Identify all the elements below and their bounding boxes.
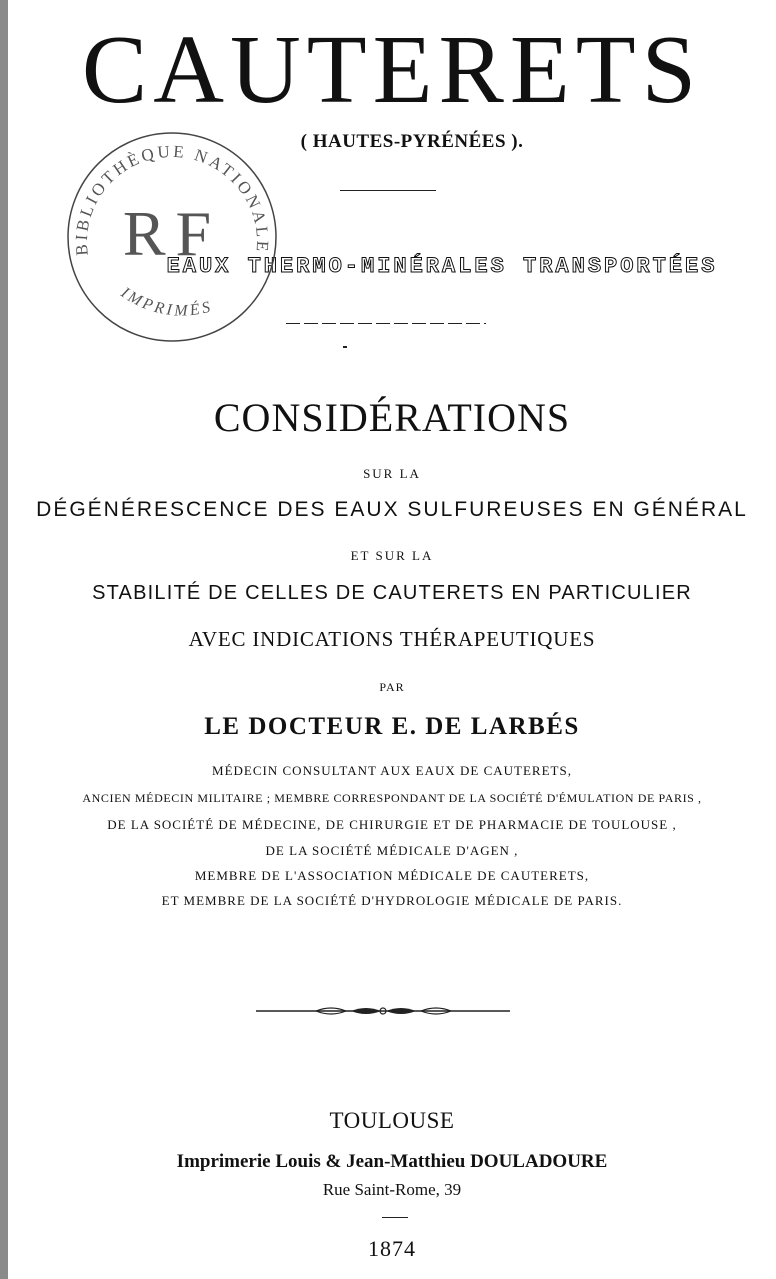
subject-line-1: DÉGÉNÉRESCENCE DES EAUX SULFUREUSES EN GÉNÉRAL: [36, 498, 748, 521]
credential-line: ET MEMBRE DE LA SOCIÉTÉ D'HYDROLOGIE MÉDICALE DE PARIS.: [161, 893, 623, 908]
main-heading: CONSIDÉRATIONS: [213, 395, 571, 440]
subject-line-3: AVEC INDICATIONS THÉRAPEUTIQUES: [188, 627, 596, 651]
publication-year: 1874: [368, 1236, 416, 1261]
title-page: [8, 0, 776, 1279]
stamp-outer-text: BIBLIOTHÈQUE NATIONALE: [71, 141, 273, 257]
scan-edge: [0, 0, 8, 1279]
credential-line: MÉDECIN CONSULTANT AUX EAUX DE CAUTERETS,: [212, 763, 572, 778]
divider-dot: [343, 346, 347, 348]
credential-line: MEMBRE DE L'ASSOCIATION MÉDICALE DE CAUTERETS,: [194, 868, 590, 883]
ornament-divider: [256, 1004, 510, 1018]
printer-name: Imprimerie Louis & Jean-Matthieu DOULADOURE: [176, 1151, 608, 1172]
divider-rule-1: [340, 190, 436, 191]
region-subtitle: ( HAUTES-PYRÉNÉES ).: [300, 131, 524, 152]
author-name: LE DOCTEUR E. DE LARBÉS: [204, 713, 580, 740]
divider-rule-2: [286, 323, 486, 324]
stamp-center-text: RF: [122, 198, 222, 269]
connector-et-sur-la: ET SUR LA: [350, 548, 434, 563]
decorative-subtitle: EAUX THERMO-MINÉRALES TRANSPORTÉES: [166, 254, 718, 279]
book-title: CAUTERETS: [81, 16, 703, 124]
connector-par: PAR: [379, 680, 405, 694]
connector-sur-la: SUR LA: [363, 466, 421, 481]
library-stamp: [60, 125, 280, 350]
divider-rule-3: [382, 1217, 408, 1218]
publication-city: TOULOUSE: [329, 1108, 455, 1133]
printer-address: Rue Saint-Rome, 39: [322, 1180, 462, 1199]
stamp-bottom-text: IMPRIMÉS: [117, 284, 215, 320]
credential-line: ANCIEN MÉDECIN MILITAIRE ; MEMBRE CORRESPONDANT DE LA SOCIÉTÉ D'ÉMULATION DE PARIS ,: [82, 791, 702, 805]
credential-line: DE LA SOCIÉTÉ DE MÉDECINE, DE CHIRURGIE ET DE PHARMACIE DE TOULOUSE ,: [107, 817, 677, 832]
subject-line-2: STABILITÉ DE CELLES DE CAUTERETS EN PARTICULIER: [92, 582, 692, 604]
credential-line: DE LA SOCIÉTÉ MÉDICALE D'AGEN ,: [265, 843, 519, 858]
